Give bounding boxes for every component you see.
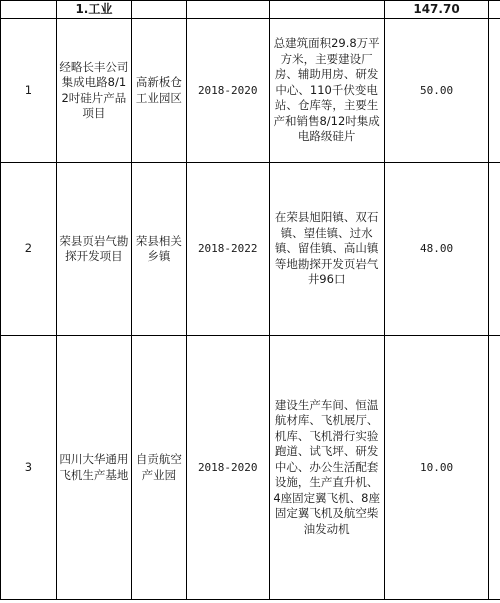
- edge-cell: [489, 1, 500, 19]
- project-content: 总建筑面积29.8万平方米，主要建设厂房、辅助用房、研发中心、110千伏变电站、仓库等，主要生产和销售8/12吋集成电路级硅片: [269, 19, 384, 163]
- project-period: 2018-2020: [186, 336, 269, 600]
- section-blank-cell: [269, 1, 384, 19]
- project-location: 荣县相关乡镇: [131, 163, 186, 336]
- project-investment: 48.00: [384, 163, 489, 336]
- project-location: 高新板仓工业园区: [131, 19, 186, 163]
- section-blank-cell: [131, 1, 186, 19]
- project-investment: 50.00: [384, 19, 489, 163]
- section-label: 1.工业: [56, 1, 131, 19]
- project-period: 2018-2022: [186, 163, 269, 336]
- table-row: [1, 19, 500, 163]
- edge-cell: [489, 163, 500, 336]
- project-investment: 10.00: [384, 336, 489, 600]
- project-name: 荣县页岩气勘探开发项目: [56, 163, 131, 336]
- edge-cell: [489, 19, 500, 163]
- table-row: [1, 163, 500, 336]
- row-index: 3: [1, 336, 57, 600]
- project-content: 在荣县旭阳镇、双石镇、望佳镇、过水镇、留佳镇、高山镇等地勘探开发页岩气井96口: [269, 163, 384, 336]
- edge-cell: [489, 336, 500, 600]
- section-blank-cell: [186, 1, 269, 19]
- row-index: 1: [1, 19, 57, 163]
- table-row: [1, 336, 500, 600]
- project-content: 建设生产车间、恒温航材库、飞机展厅、机库、飞机滑行实验跑道、试飞坪、研发中心、办公生活配套设施，生产直升机、4座固定翼飞机、8座固定翼飞机及航空柴油发动机: [269, 336, 384, 600]
- section-total: 147.70: [384, 1, 489, 19]
- row-index: 2: [1, 163, 57, 336]
- project-name: 经略长丰公司集成电路8/12吋硅片产品项目: [56, 19, 131, 163]
- project-location: 自贡航空产业园: [131, 336, 186, 600]
- project-name: 四川大华通用飞机生产基地: [56, 336, 131, 600]
- section-header-row: [1, 1, 500, 19]
- section-blank-cell: [1, 1, 57, 19]
- project-period: 2018-2020: [186, 19, 269, 163]
